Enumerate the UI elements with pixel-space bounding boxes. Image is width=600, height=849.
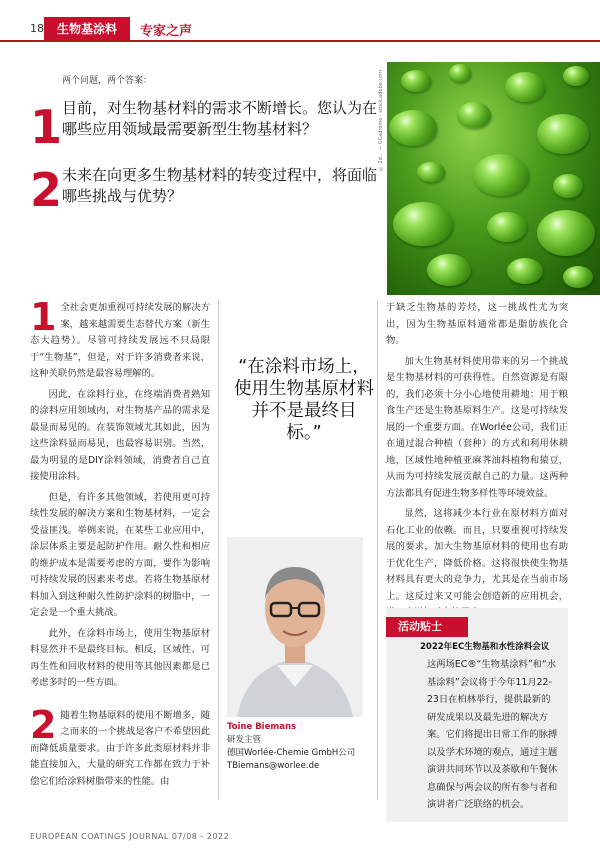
event-heading: 活动贴士 [386, 617, 468, 637]
person-email[interactable]: TBiemans@worlee.de [227, 761, 320, 771]
paragraph: 但是，有许多其他领域，若使用更可持续性发展的解决方案和生物基材料，一定会受益匪浅。举例来说，在某些工业应用中，涂层体系主要是起防护作用。耐久性和相应的维护成本是需要考虑的方面，要作为影响可持续发展的因素来考虑。若将生物基原材料加入到这种耐久性防护涂料的树脂中，一定会是一个重大挑战。 [30, 491, 210, 618]
person-company: 德国Worlée-Chemie GmbH公司 [227, 748, 356, 758]
page-number: 18 [30, 22, 44, 35]
article-column-3 [386, 300, 568, 626]
photo-credit: © 2d... — GCadrome - stock.adobe.com [378, 70, 384, 172]
paragraph: 此外，在涂料市场上，使用生物基原材料显然并不是最终目标。相反，区域性、可再生性和回收材料的使用等其他因素都是已考虑多时的一些方面。 [30, 627, 210, 688]
section-tab: 生物基涂料 [44, 17, 130, 41]
answer-2-paragraph: 随着生物基原料的使用不断增多，随之而来的一个挑战是客户不希望因此而降低质量要求。由于许多此类原材料并非能直接加入，大量的研究工作都在致力于补偿它们给涂料树脂带来的性能。由 [30, 709, 210, 787]
answer-1-paragraph: 全社会更加重视可持续发展的解决方案，越来越需要生态替代方案（新生态大趋势）。尽管可持续发展远不只局限于“生物基”，但是，对于许多消费者来说，这种关联仍然是最容易理解的。 [30, 302, 210, 379]
column-divider [218, 300, 219, 800]
paragraph: 因此，在涂料行业，在终端消费者熟知的涂料应用领域内，对生物基产品的需求是最显而易见的。在装饰领域尤其如此，因为这些涂料显而易见，也最容易识别。当然，最为明显的是DIY涂料领域，消费者自己直接使用涂料。 [30, 388, 210, 482]
header-rule [0, 40, 600, 42]
paragraph: 加大生物基材料使用带来的另一个挑战是生物基材料的可获得性。自然资源是有限的，我们必须十分小心地使用耕地：用于粮食生产还是生物基原料生产。这是可持续发展的一个重要方面。在Worlée公司，我们正在通过混合种植（套种）的方式和利用休耕地，区域性地种植亚麻荠油料植物和猿豆，从而为可持续发展贡献自己的力量。这两种方法都具有促进生物多样性等环境效益。 [386, 355, 568, 499]
person-portrait-icon [227, 537, 363, 717]
section-title: 专家之声 [140, 24, 193, 39]
question-2-text: 未来在向更多生物基材料的转变过程中，将面临哪些挑战与优势？ [62, 166, 378, 205]
person-name: Toine Biemans [227, 722, 297, 732]
water-drops-photo [387, 62, 600, 295]
question-1-number: 1 [30, 100, 63, 154]
paragraph: 显然，这将减少本行业在原材料方面对石化工业的依赖。而且，只要重视可持续发展的要求，加大生物基原材料的使用也有助于优化生产，降低价格。这将很快使生物基材料具有更大的竞争力，尤其是在当前市场上。这反过来又可能会创造新的应用机会， [386, 508, 568, 602]
answer-2-number: 2 [30, 702, 57, 747]
person-caption [227, 721, 355, 773]
answer-1-number: 1 [30, 295, 57, 339]
footer-journal: EUROPEAN COATINGS JOURNAL 07/08 - 2022 [30, 832, 230, 841]
person-role: 研发主管 [227, 735, 262, 745]
event-text: 这两场EC®“生物基涂料”和“水基涂料”会议将于今年11月22-23日在柏林举行，提供最新的研发成果以及最先进的解决方案。它们将提出日常工作的脉搏以及学术环境的观点，通过主题演讲共同环节以及茶歇和午餐休息确保与两会议的所有参与者和演讲者广泛联络的机会。 [427, 659, 558, 810]
intro-label: 两个问题，两个答案： [62, 76, 153, 86]
portrait-photo [227, 537, 363, 717]
question-1-text: 目前，对生物基材料的需求不断增长。您认为在哪些应用领域最需要新型生物基材料？ [62, 99, 378, 138]
column-divider [377, 300, 378, 800]
article-column-1 [30, 295, 210, 794]
pull-quote: “在涂料市场上，使用生物基原材料并不是最终目标。” [234, 357, 374, 443]
event-title: 2022年EC生物基和水性涂料会议 [420, 642, 550, 652]
question-2-number: 2 [30, 163, 63, 217]
paragraph: 于缺乏生物基的芳烃，这一挑战性尤为突出，因为生物基原料通常都是脂肪族化合物。 [386, 302, 568, 346]
